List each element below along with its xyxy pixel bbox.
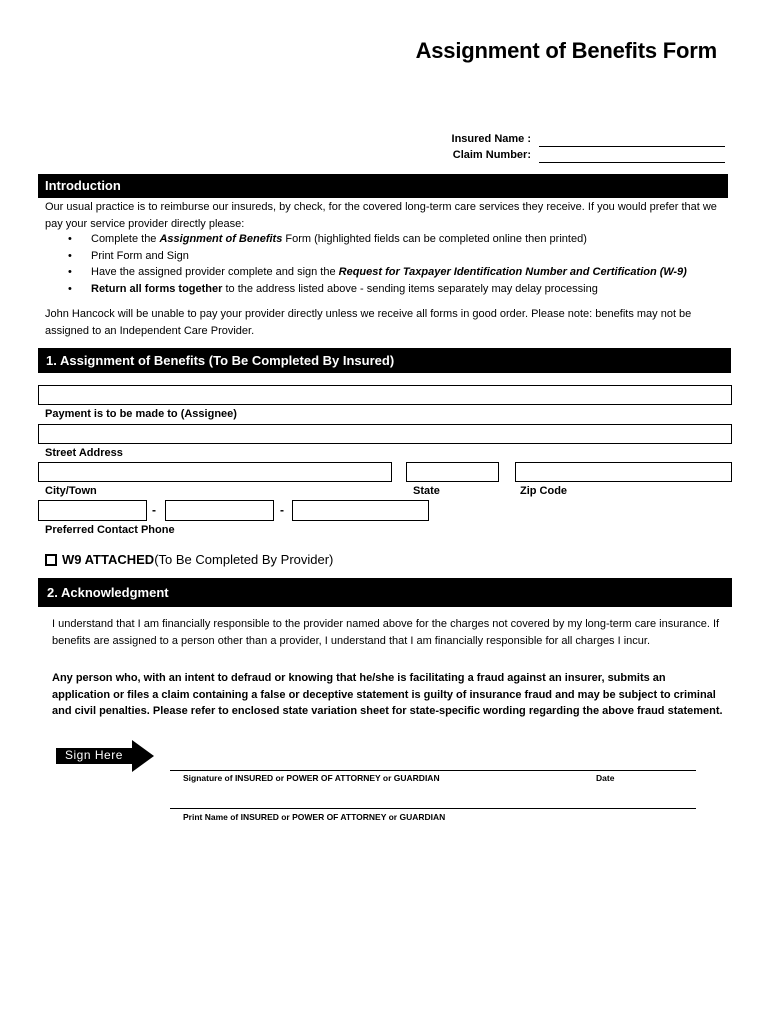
insured-name-field[interactable] [539, 146, 725, 147]
introduction-heading: Introduction [45, 178, 121, 193]
date-label: Date [596, 773, 615, 783]
signature-label: Signature of INSURED or POWER OF ATTORNEY or GUARDIAN [183, 773, 440, 783]
phone-line-input[interactable] [292, 500, 429, 521]
section1-header [38, 348, 731, 373]
zip-code-label: Zip Code [520, 485, 568, 497]
street-address-input[interactable] [38, 424, 732, 444]
city-input[interactable] [38, 462, 392, 482]
introduction-header [38, 174, 728, 198]
zip-code-input[interactable] [515, 462, 732, 482]
list-item: • Have the assigned provider complete and sign the Request for Taxpayer Identification Number and Certification (W-9) [45, 264, 721, 281]
street-address-label: Street Address [45, 447, 123, 459]
list-item: • Return all forms together to the address listed above - sending items separately may delay processing [45, 281, 721, 298]
phone-label: Preferred Contact Phone [45, 524, 175, 536]
print-name-label: Print Name of INSURED or POWER OF ATTORNEY or GUARDIAN [183, 812, 446, 822]
list-item: • Print Form and Sign [45, 248, 721, 265]
fraud-statement: Any person who, with an intent to defraud or knowing that he/she is facilitating a fraud against an insurer, submits an application or files a claim containing a false or deceptive statement is guilty of insurance fraud and may be subject to criminal and civil penalties. Please refer to enclosed state variation sheet for state-specific wording regarding the above fraud statement. [52, 672, 723, 717]
phone-prefix-input[interactable] [165, 500, 274, 521]
w9-attached-row [45, 552, 333, 567]
list-item: • Complete the Assignment of Benefits Form (highlighted fields can be completed online then printed) [45, 231, 721, 248]
introduction-note: John Hancock will be unable to pay your provider directly unless we receive all forms in good order. Please note: benefits may not be assigned to an Independent Care Provider. [45, 308, 692, 337]
section1-heading: 1. Assignment of Benefits (To Be Completed By Insured) [46, 353, 395, 368]
insured-name-label: Insured Name : [451, 133, 531, 145]
sign-here-label: Sign Here [65, 748, 123, 762]
phone-separator: - [152, 503, 156, 517]
print-name-field[interactable] [170, 808, 696, 809]
claim-number-field[interactable] [539, 162, 725, 163]
introduction-paragraph: Our usual practice is to reimburse our insureds, by check, for the covered long-term care services they receive. If you would prefer that we pay your service provider directly please: [45, 201, 717, 230]
assignee-label: Payment is to be made to (Assignee) [45, 408, 237, 420]
w9-attached-checkbox[interactable] [45, 554, 57, 566]
w9-attached-label: W9 ATTACHED [62, 552, 155, 567]
introduction-steps [45, 231, 721, 297]
state-label: State [413, 485, 440, 497]
page-title: Assignment of Benefits Form [415, 38, 717, 63]
acknowledgment-paragraph: I understand that I am financially responsible to the provider named above for the charges not covered by my long-term care insurance. If benefits are assigned to a person other than a provider, I understand that I am financially responsible for all charges I incur. [52, 618, 720, 647]
city-label: City/Town [45, 485, 97, 497]
assignee-input[interactable] [38, 385, 732, 405]
section2-heading: 2. Acknowledgment [47, 585, 169, 600]
section2-header [38, 578, 732, 607]
phone-area-code-input[interactable] [38, 500, 147, 521]
state-input[interactable] [406, 462, 499, 482]
claim-number-label: Claim Number: [452, 149, 531, 161]
w9-attached-note: (To Be Completed By Provider) [154, 552, 334, 567]
phone-separator: - [280, 503, 284, 517]
signature-field[interactable] [170, 770, 696, 771]
